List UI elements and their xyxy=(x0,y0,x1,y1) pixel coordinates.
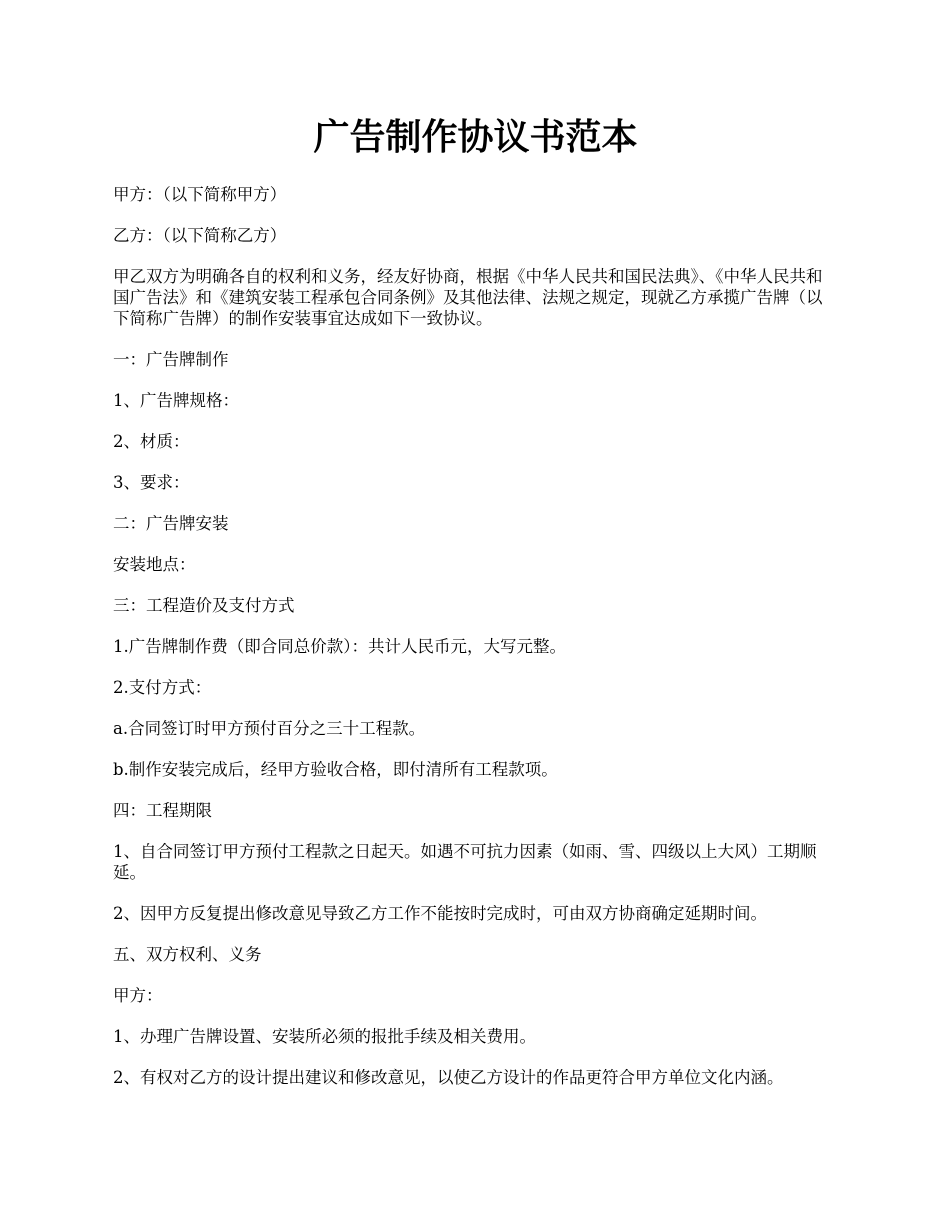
clause-item: 3、要求： xyxy=(113,473,190,492)
clause-item: 安装地点： xyxy=(113,555,196,574)
document-body xyxy=(113,184,838,1088)
section-heading: 三：工程造价及支付方式 xyxy=(113,596,295,615)
clause-item: 2、材质： xyxy=(113,432,190,451)
party-a-heading: 甲方： xyxy=(113,986,163,1005)
preamble-paragraph: 甲乙双方为明确各自的权利和义务，经友好协商，根据《中华人民共和国民法典》、《中华人民共和国广告法》和《建筑安装工程承包合同条例》及其他法律、法规之规定，现就乙方承揽广告牌（以下简称广告牌）的制作安装事宜达成如下一致协议。 xyxy=(113,267,823,328)
clause-item: 1、广告牌规格： xyxy=(113,391,239,410)
clause-item: 2.支付方式： xyxy=(113,678,212,697)
clause-item: 2、因甲方反复提出修改意见导致乙方工作不能按时完成时，可由双方协商确定延期时间。 xyxy=(113,904,767,923)
clause-item: a.合同签订时甲方预付百分之三十工程款。 xyxy=(113,719,426,738)
section-heading: 二：广告牌安装 xyxy=(113,514,229,533)
party-a-line: 甲方：（以下简称甲方） xyxy=(113,185,287,204)
clause-item: b.制作安装完成后，经甲方验收合格，即付清所有工程款项。 xyxy=(113,760,558,779)
section-heading: 一：广告牌制作 xyxy=(113,350,229,369)
section-heading: 五、双方权利、义务 xyxy=(113,945,262,964)
party-b-line: 乙方：（以下简称乙方） xyxy=(113,226,287,245)
section-heading: 四：工程期限 xyxy=(113,801,212,820)
document-title: 广告制作协议书范本 xyxy=(313,116,638,158)
clause-item: 2、有权对乙方的设计提出建议和修改意见，以使乙方设计的作品更符合甲方单位文化内涵。 xyxy=(113,1068,784,1087)
clause-item: 1、办理广告牌设置、安装所必须的报批手续及相关费用。 xyxy=(113,1027,536,1046)
clause-item: 1.广告牌制作费（即合同总价款）：共计人民币元，大写元整。 xyxy=(113,637,566,656)
clause-item: 1、自合同签订甲方预付工程款之日起天。如遇不可抗力因素（如雨、雪、四级以上大风）工期顺延。 xyxy=(113,842,817,882)
